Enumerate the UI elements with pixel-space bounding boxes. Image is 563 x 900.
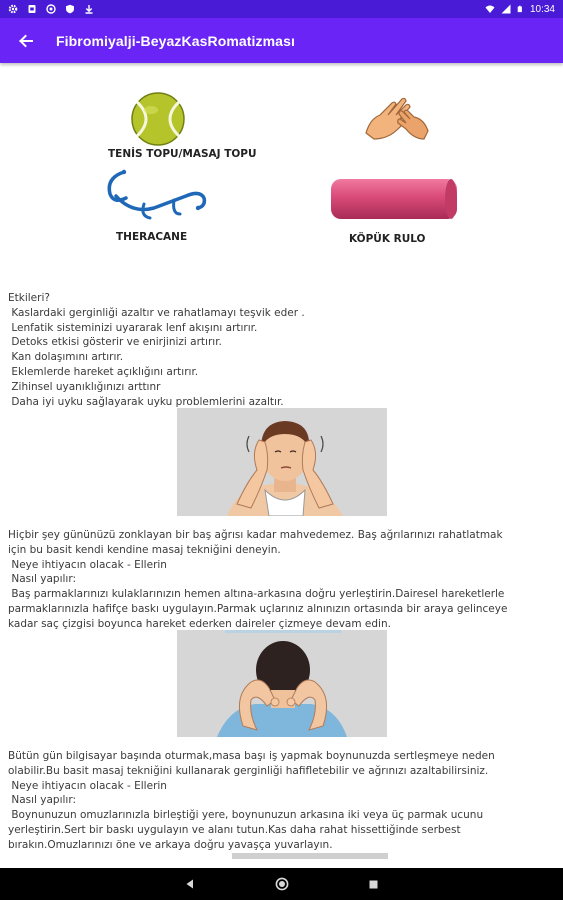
head-massage-line: Hiçbir şey gününüzü zonklayan bir baş ağrısı kadar mahvedemez. Baş ağrılarınızı rahatlatmak xyxy=(8,529,503,541)
system-nav-bar xyxy=(0,868,563,900)
head-massage-line: Baş parmaklarınızı kulaklarınızın hemen altına-arkasına doğru yerleştirin.Dairesel hareketlerle xyxy=(8,588,505,601)
neck-massage-line: olabilir.Bu basit masaj tekniğini kullanarak gerginliği hafifletebilir ve ağrınızı azaltabilirsiniz. xyxy=(8,764,489,777)
benefits-line: Kan dolaşımını artırır. xyxy=(8,351,124,364)
nav-home-button[interactable] xyxy=(274,876,290,892)
neck-massage-text xyxy=(8,749,548,853)
neck-massage-line: Bütün gün bilgisayar başında oturmak,masa başı iş yapmak boynunuzda sertleşmeye neden xyxy=(8,750,495,762)
hands-image xyxy=(362,93,432,143)
neck-massage-line: Nasıl yapılır: xyxy=(8,794,77,807)
foam-roller-image xyxy=(329,176,459,222)
head-massage-line: için bu basit kendi kendine masaj tekniğini deneyin. xyxy=(8,543,281,556)
download-icon xyxy=(84,4,94,14)
benefits-line: Daha iyi uyku sağlayarak uyku problemlerini azaltır. xyxy=(8,395,284,408)
sim-icon xyxy=(27,4,37,14)
next-image-edge xyxy=(232,853,388,859)
head-massage-line: Nasıl yapılır: xyxy=(8,573,77,586)
neck-massage-line: yerleştirin.Sert bir baskı uygulayın ve alanı tutun.Kas daha rahat hissettiğinde serbest xyxy=(8,823,461,836)
benefits-text xyxy=(8,291,548,409)
benefits-line: Kaslardaki gerginliği azaltır ve rahatlamayı teşvik eder . xyxy=(8,306,305,319)
nav-recents-icon xyxy=(368,879,379,890)
nav-home-icon xyxy=(275,877,289,891)
battery-icon xyxy=(517,4,524,14)
tennis-ball-image xyxy=(131,92,185,146)
neck-massage-line: Neye ihtiyacın olacak - Ellerin xyxy=(8,779,167,792)
head-massage-image xyxy=(177,408,387,516)
theracane-label: THERACANE xyxy=(116,231,188,243)
tennis-ball-label: TENİS TOPU/MASAJ TOPU xyxy=(108,148,257,160)
nav-back-icon xyxy=(184,878,196,890)
head-massage-text xyxy=(8,528,548,632)
nav-recents-button[interactable] xyxy=(366,876,382,892)
signal-icon xyxy=(501,4,511,14)
neck-massage-image xyxy=(177,630,387,737)
benefits-line: Lenfatik sisteminizi uyararak lenf akışını artırır. xyxy=(8,321,258,334)
benefits-line: Etkileri? xyxy=(8,292,50,304)
head-massage-line: Neye ihtiyacın olacak - Ellerin xyxy=(8,558,167,571)
neck-massage-line: bırakın.Omuzlarınızı öne ve arkaya doğru yavaşça yuvarlayın. xyxy=(8,838,333,851)
page-title: Fibromiyalji-BeyazKasRomatizması xyxy=(56,32,295,49)
benefits-line: Eklemlerde hareket açıklığını artırır. xyxy=(8,365,199,378)
back-button[interactable] xyxy=(0,18,52,63)
status-bar xyxy=(0,0,563,18)
wifi-icon xyxy=(485,4,495,14)
benefits-line: Detoks etkisi gösterir ve enirjinizi artırır. xyxy=(8,336,222,349)
nav-back-button[interactable] xyxy=(182,876,198,892)
arrow-back-icon xyxy=(18,33,34,49)
article-content[interactable] xyxy=(0,63,563,868)
gear-icon xyxy=(8,4,18,14)
shield-icon xyxy=(65,4,75,14)
benefits-line: Zihinsel uyanıklığınızı arttınr xyxy=(8,380,161,393)
foam-roller-label: KÖPÜK RULO xyxy=(349,233,426,245)
sync-icon xyxy=(46,4,56,14)
theracane-image xyxy=(104,168,214,224)
app-bar xyxy=(0,18,563,63)
status-right-icons xyxy=(485,4,555,15)
head-massage-line: kadar saç çizgisi boyunca hareket ederken daireler çizmeye devam edin. xyxy=(8,617,391,630)
status-time: 10:34 xyxy=(529,3,555,15)
neck-massage-line: Boynunuzun omuzlarınızla birleştiği yere, boynunuzun arkasına iki veya üç parmak ucunu xyxy=(8,809,484,822)
head-massage-line: parmaklarınızla hafifçe baskı uygulayın.Parmak uçlarınız alnınızın ortasında bir araya gelinceye xyxy=(8,602,508,615)
status-left-icons xyxy=(8,4,94,14)
